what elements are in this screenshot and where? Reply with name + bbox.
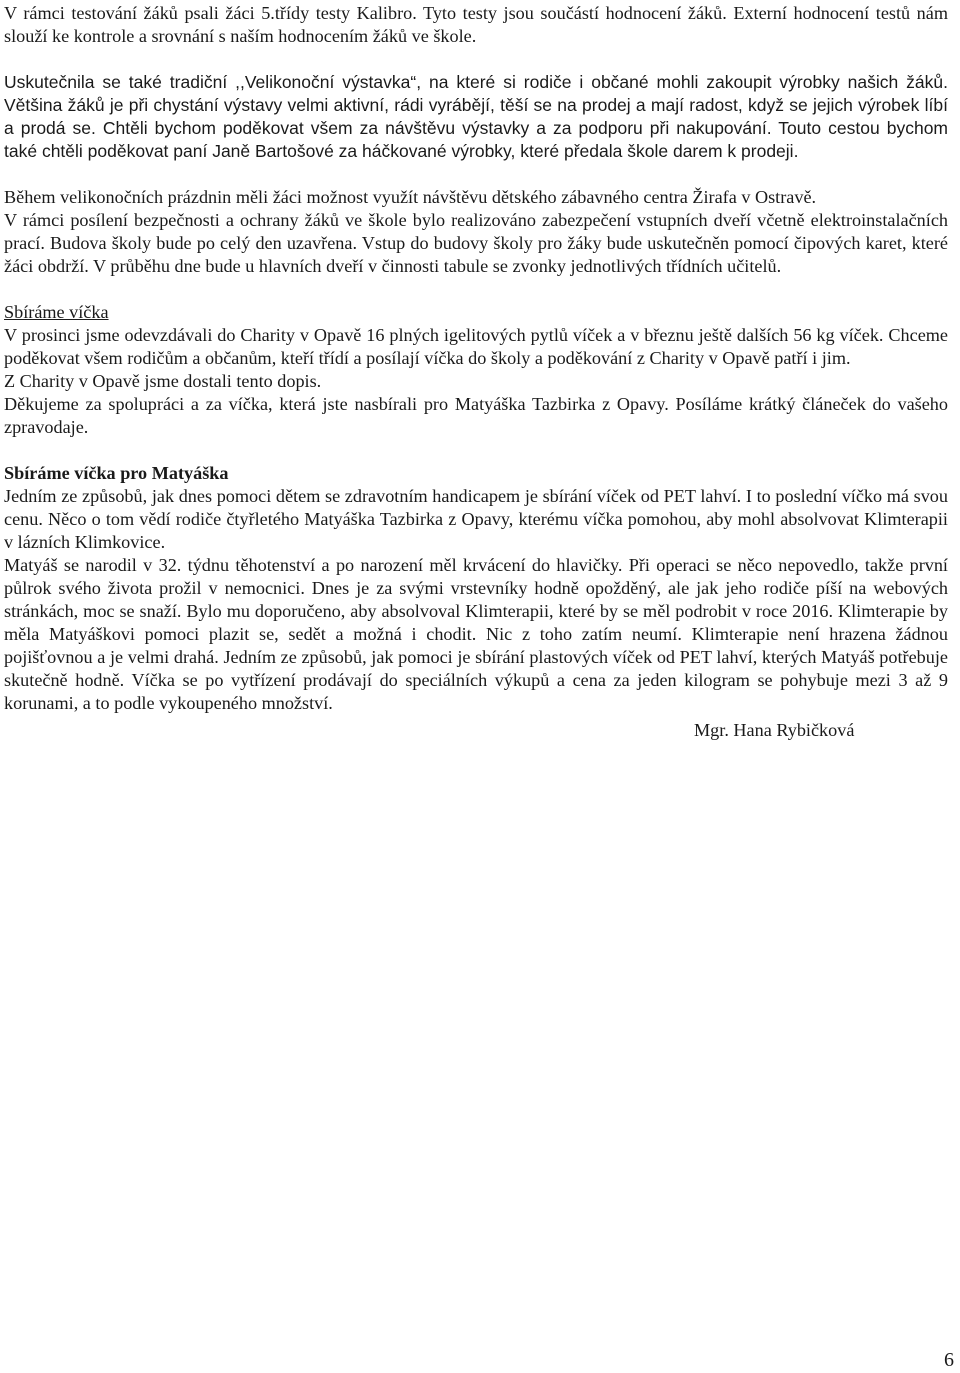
document-page [4, 2, 948, 742]
signature: Mgr. Hana Rybičková [694, 720, 855, 740]
paragraph-charity-letter: Z Charity v Opavě jsme dostali tento dopis. [4, 371, 322, 391]
paragraph-school-security: V rámci posílení bezpečnosti a ochrany žáků ve škole bylo realizováno zabezpečení vstupních dveří včetně elektroinstalačních prací. Budova školy bude po celý den uzavřena. Vstup do budovy školy pro žáky bude uskutečněn pomocí čipových karet, které žáci obdrží. V průběhu dne bude u hlavních dveří v činnosti tabule se zvonky jednotlivých třídních učitelů. [4, 210, 948, 276]
paragraph-easter-holidays: Během velikonočních prázdnin měli žáci možnost využít návštěvu dětského zábavného centra Žirafa v Ostravě. [4, 187, 817, 207]
paragraph-easter-exhibition: Uskutečnila se také tradiční ,,Velikonoční výstavka“, na které si rodiče i občané mohli zakoupit výrobky našich žáků. Většina žáků je při chystání výstavy velmi aktivní, rádi vyrábějí, těší se na prodej a mají radost, když se jejich výrobek líbí a prodá se. Chtěli bychom poděkovat všem za návštěvu výstavky a za podporu při nakupování. Touto cestou bychom také chtěli poděkovat paní Janě Bartošové za háčkované výrobky, které předala škole darem k prodeji. [4, 72, 948, 161]
page-number: 6 [944, 1349, 954, 1371]
paragraph-matyas-story: Matyáš se narodil v 32. týdnu těhotenství a po narození měl krvácení do hlavičky. Při operaci se něco nepovedlo, takže první půlrok svého života prožil v nemocnici. Dnes je za svými vrstevníky hodně opožděný, ale jak jeho rodiče píší na webových stránkách, moc se snaží. Bylo mu doporučeno, aby absolvoval Klimterapii, které by se měl podrobit v roce 2016. Klimterapie by měla Matyáškovi pomoci plazit se, sedět a možná i chodit. Nic z toho zatím neumí. Klimterapie není hrazena žádnou pojišťovnou a je velmi drahá. Jedním ze způsobů, jak pomoci je sbírání plastových víček od PET lahví, kterých Matyáš potřebuje skutečně hodně. Víčka se po vytřízení prodávají do speciálních výkupů a cena za jeden kilogram se pohybuje mezi 3 až 9 korunami, a to podle vykoupeného množství. [4, 555, 948, 713]
paragraph-caps-help: Jedním ze způsobů, jak dnes pomoci dětem se zdravotním handicapem je sbírání víček od PET lahví. I to poslední víčko má svou cenu. Něco o tom vědí rodiče čtyřletého Matyáška Tazbirka z Opavy, kterému víčka pomohou, aby mohl absolvovat Klimterapii v lázních Klimkovice. [4, 486, 948, 552]
paragraph-charity-thanks: Děkujeme za spolupráci a za víčka, která jste nasbírali pro Matyáška Tazbirka z Opavy. Posíláme krátký článeček do vašeho zpravodaje. [4, 394, 948, 437]
section-heading-matyasek: Sbíráme víčka pro Matyáška [4, 463, 229, 483]
paragraph-charity-delivery: V prosinci jsme odevzdávali do Charity v Opavě 16 plných igelitových pytlů víček a v březnu ještě dalších 56 kg víček. Chceme poděkovat všem rodičům a občanům, kteří třídí a posílají víčka do školy a poděkování z Charity v Opavě patří i jim. [4, 325, 948, 368]
paragraph-kalibro: V rámci testování žáků psali žáci 5.třídy testy Kalibro. Tyto testy jsou součástí hodnocení žáků. Externí hodnocení testů nám slouží ke kontrole a srovnání s naším hodnocením žáků ve škole. [4, 3, 948, 46]
section-heading-caps: Sbíráme víčka [4, 302, 109, 322]
